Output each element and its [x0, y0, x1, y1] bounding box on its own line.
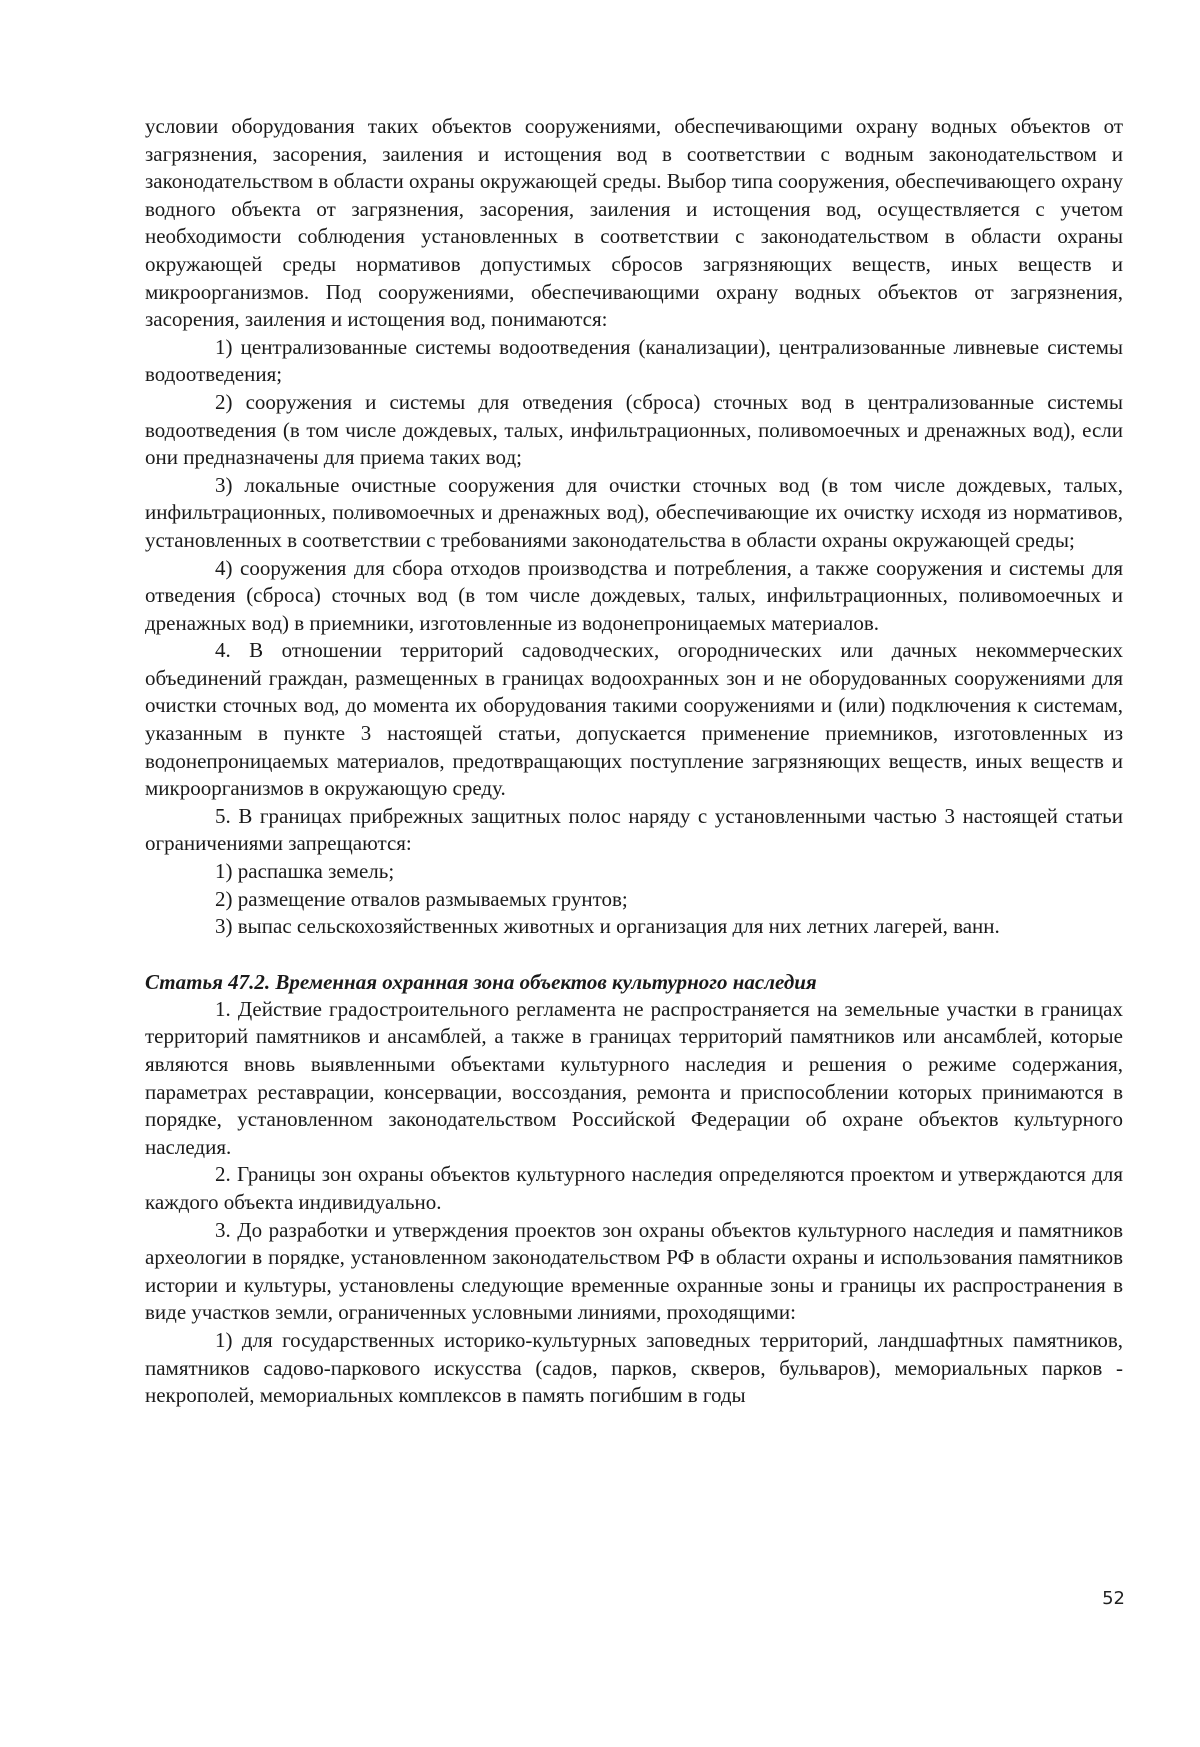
page-number: 52: [1102, 1588, 1125, 1609]
paragraph-continuation: условии оборудования таких объектов сооружениями, обеспечивающими охрану водных объектов от загрязнения, засорения, заиления и истощения вод в соответствии с водным законодательством и законодательством в области охраны окружающей среды. Выбор типа сооружения, обеспечивающего охрану водного объекта от загрязнения, засорения, заиления и истощения вод, осуществляется с учетом необходимости соблюдения установленных в соответствии с законодательством в области охраны окружающей среды нормативов допустимых сбросов загрязняющих веществ, иных веществ и микроорганизмов. Под сооружениями, обеспечивающими охрану водных объектов от загрязнения, засорения, заиления и истощения вод, понимаются:: [145, 114, 1123, 332]
article-clause-2: 2. Границы зон охраны объектов культурного наследия определяются проектом и утверждаются для каждого объекта индивидуально.: [145, 1162, 1123, 1214]
clause-4: 4. В отношении территорий садоводческих, огороднических или дачных некоммерческих объединений граждан, размещенных в границах водоохранных зон и не оборудованных сооружениями для очистки сточных вод, до момента их оборудования такими сооружениями и (или) подключения к системам, указанным в пункте 3 настоящей статьи, допускается применение приемников, изготовленных из водонепроницаемых материалов, предотвращающих поступление загрязняющих веществ, иных веществ и микроорганизмов в окружающую среду.: [145, 638, 1123, 801]
prohibition-item-2: 2) размещение отвалов размываемых грунтов;: [215, 886, 628, 911]
prohibition-item-3: 3) выпас сельскохозяйственных животных и организация для них летних лагерей, ванн.: [215, 914, 1000, 939]
prohibition-item-1: 1) распашка земель;: [215, 859, 395, 884]
list-item-1: 1) централизованные системы водоотведения (канализации), централизованные ливневые системы водоотведения;: [145, 334, 1123, 387]
clause-5: 5. В границах прибрежных защитных полос наряду с установленными частью 3 настоящей статьи ограничениями запрещаются:: [145, 803, 1123, 856]
list-item-2: 2) сооружения и системы для отведения (сброса) сточных вод в централизованные системы водоотведения (в том числе дождевых, талых, инфильтрационных, поливомоечных и дренажных вод), если они предназначены для приема таких вод;: [145, 389, 1123, 470]
article-clause-3: 3. До разработки и утверждения проектов зон охраны объектов культурного наследия и памятников археологии в порядке, установленном законодательством РФ в области охраны и использования памятников истории и культуры, установлены следующие временные охранные зоны и границы их распространения в виде участков земли, ограниченных условными линиями, проходящими:: [145, 1217, 1123, 1325]
article-subitem-1: 1) для государственных историко-культурных заповедных территорий, ландшафтных памятников, памятников садово-паркового искусства (садов, парков, скверов, бульваров), мемориальных парков - некрополей, мемориальных комплексов в память погибшим в годы: [145, 1327, 1123, 1408]
document-page: [145, 113, 1123, 1410]
list-item-4: 4) сооружения для сбора отходов производства и потребления, а также сооружения и системы для отведения (сброса) сточных вод (в том числе дождевых, талых, инфильтрационных, поливомоечных и дренажных вод) в приемники, изготовленные из водонепроницаемых материалов.: [145, 555, 1123, 635]
list-item-3: 3) локальные очистные сооружения для очистки сточных вод (в том числе дождевых, талых, инфильтрационных, поливомоечных и дренажных вод), обеспечивающие их очистку исходя из нормативов, установленных в соответствии с требованиями законодательства в области охраны окружающей среды;: [145, 472, 1123, 552]
article-heading: Статья 47.2. Временная охранная зона объектов культурного наследия: [145, 969, 817, 994]
article-clause-1: 1. Действие градостроительного регламента не распространяется на земельные участки в границах территорий памятников и ансамблей, а также в границах территорий памятников или ансамблей, которые являются вновь выявленными объектами культурного наследия и решения о режиме содержания, параметрах реставрации, консервации, воссоздания, ремонта и приспособлении которых принимаются в порядке, установленном законодательством Российской Федерации об охране объектов культурного наследия.: [145, 996, 1123, 1159]
